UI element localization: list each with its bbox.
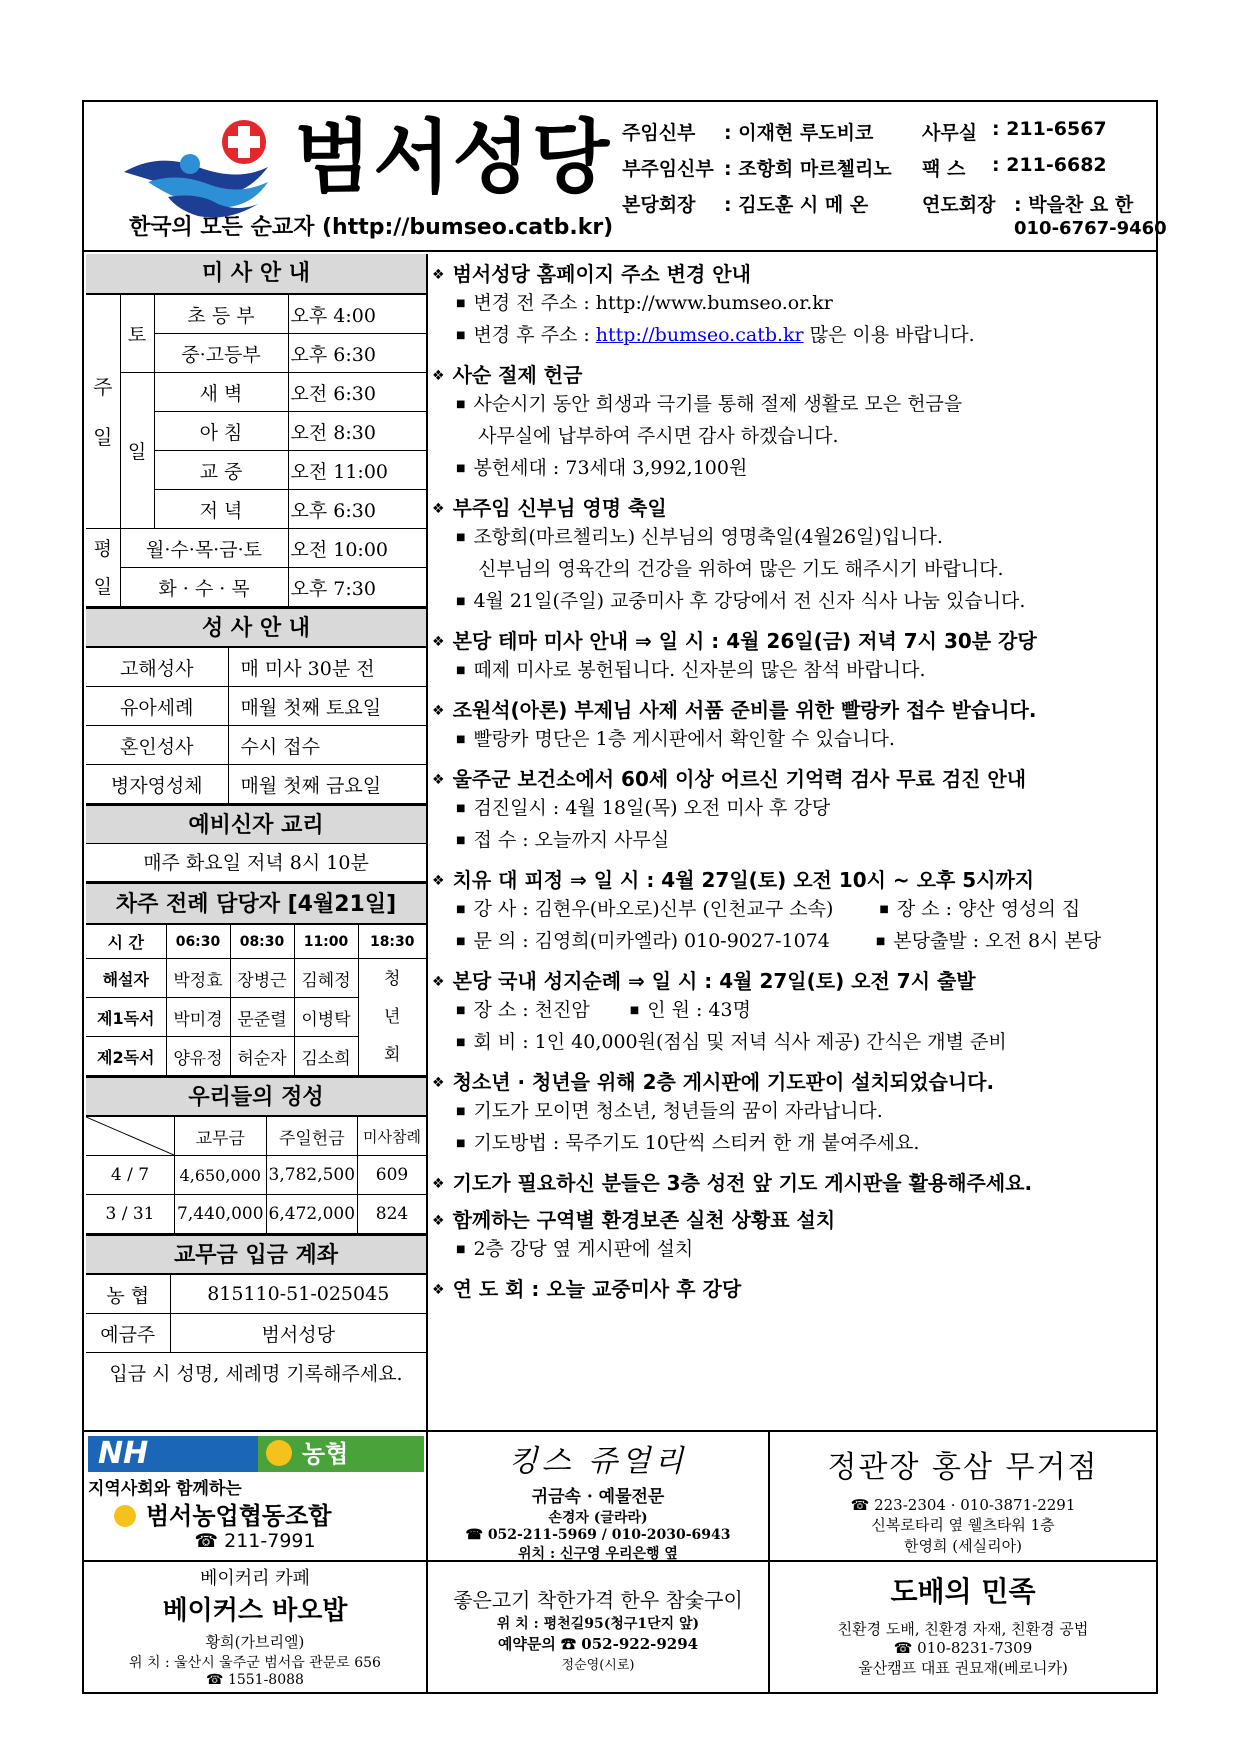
notice-line <box>432 287 1152 319</box>
notice-title-text: 범서성당 홈페이지 주소 변경 안내 <box>452 262 751 286</box>
holder-label: 예금주 <box>86 1314 170 1353</box>
notice-line-text: 본당출발 : 오전 8시 본당 <box>893 930 1102 952</box>
bulletin-frame <box>82 100 1167 1694</box>
role-label: 해설자 <box>86 959 166 998</box>
phone-icon: ☎ <box>893 1639 918 1657</box>
bakery-sub: 베이커리 카페 <box>199 1568 311 1589</box>
offering-header: 주일헌금 <box>266 1117 358 1156</box>
council-head-value: : 김도훈 시 메 온 <box>724 194 869 216</box>
notices-column <box>432 256 1152 1426</box>
notice-line-text: 접 수 : 오늘까지 사무실 <box>473 829 670 851</box>
notice-line-text: 기도방법 : 묵주기도 10단씩 스티커 한 개 붙여주세요. <box>473 1132 920 1154</box>
diamond-bullet-icon: ❖ <box>432 1075 445 1091</box>
notice-title <box>432 258 1152 287</box>
mass-name: 아 침 <box>154 412 288 451</box>
notice-title <box>432 625 1152 654</box>
diamond-bullet-icon: ❖ <box>432 1176 445 1192</box>
offering-date: 4 / 7 <box>86 1156 175 1195</box>
wallpaper-name: 도배의 민족 <box>890 1575 1036 1608</box>
offering-date: 3 / 31 <box>86 1195 175 1234</box>
notice-line-text: 봉헌세대 : 73세대 3,992,100원 <box>473 457 748 479</box>
notice-line <box>432 1095 1152 1127</box>
diamond-bullet-icon: ❖ <box>432 634 445 650</box>
phone-icon: ☎ <box>465 1527 488 1543</box>
square-bullet-icon: ■ <box>456 596 466 607</box>
minister-name: 장병근 <box>230 959 294 998</box>
beef-phone: 예약문의 ☎ 052-922-9294 <box>497 1635 699 1653</box>
sacrament-name: 병자영성체 <box>86 765 228 804</box>
notice-line-text: 기도가 모이면 청소년, 청년들의 꿈이 자라납니다. <box>473 1100 883 1122</box>
sacrament-name: 혼인성사 <box>86 726 228 765</box>
square-bullet-icon: ■ <box>879 904 889 915</box>
office-label: 사무실 <box>922 122 978 144</box>
time-slot: 08:30 <box>230 925 294 959</box>
ads-section <box>84 1430 1156 1692</box>
square-bullet-icon: ■ <box>456 1138 466 1149</box>
offering-value: 6,472,000 <box>266 1195 358 1234</box>
square-bullet-icon: ■ <box>456 532 466 543</box>
offering-title: 우리들의 정성 <box>86 1076 426 1116</box>
mass-time: 오후 4:00 <box>288 295 426 334</box>
wallpaper-owner: 울산캠프 대표 권묘재(베로니카) <box>858 1659 1068 1677</box>
nh-tagline: 지역사회와 함께하는 <box>88 1479 242 1499</box>
notice-title-text: 본당 테마 미사 안내 ⇒ 일 시 : 4월 26일(금) 저녁 7시 30분 강당 <box>452 629 1037 653</box>
sacrament-name: 고해성사 <box>86 648 228 687</box>
notice-title-text: 청소년 · 청년을 위해 2층 게시판에 기도판이 설치되었습니다. <box>452 1070 995 1094</box>
account-holder: 범서성당 <box>170 1314 426 1353</box>
sacrament-value: 수시 접수 <box>228 726 426 765</box>
pastor-value: : 이재현 루도비코 <box>724 122 874 144</box>
mass-time: 오후 6:30 <box>288 490 426 529</box>
notice-line <box>432 553 1152 585</box>
ginseng-owner: 한영희 (세실리아) <box>904 1537 1022 1555</box>
square-bullet-icon: ■ <box>875 936 886 947</box>
nh-logo: NH <box>98 1436 149 1471</box>
notice-line-text: 변경 전 주소 : http://www.bumseo.or.kr <box>473 292 833 314</box>
notice-line-text: 신부님의 영육간의 건강을 위하여 많은 기도 해주시기 바랍니다. <box>478 558 1004 580</box>
notice-line <box>432 1233 1152 1265</box>
mass-time: 오후 7:30 <box>288 568 426 607</box>
square-bullet-icon: ■ <box>456 803 466 814</box>
minister-name: 박정효 <box>166 959 230 998</box>
time-slot: 18:30 <box>358 925 426 959</box>
bank-label: 농 협 <box>86 1275 170 1314</box>
offering-value: 3,782,500 <box>266 1156 358 1195</box>
mass-time: 오전 10:00 <box>288 529 426 568</box>
mass-time: 오후 6:30 <box>288 334 426 373</box>
diamond-bullet-icon: ❖ <box>432 267 445 283</box>
diamond-bullet-icon: ❖ <box>432 772 445 788</box>
notice-title-text: 부주임 신부님 영명 축일 <box>452 496 667 520</box>
assistant-pastor-label: 부주임신부 <box>622 158 714 180</box>
notice-line <box>432 654 1152 686</box>
offering-value: 4,650,000 <box>175 1156 267 1195</box>
notice-line-text: 4월 21일(주일) 교중미사 후 강당에서 전 신자 식사 나눔 있습니다. <box>473 590 1026 612</box>
notice-line-text: 2층 강당 옆 게시판에 설치 <box>473 1238 694 1260</box>
bakery-owner: 황희(가브리엘) <box>205 1633 305 1651</box>
nh-banner <box>88 1436 424 1472</box>
phone-icon: ☎ <box>194 1530 225 1552</box>
notice-line-text: 많은 이용 바랍니다. <box>803 324 975 346</box>
jewelry-owner: 손경자 (글라라) <box>548 1510 648 1526</box>
notice-title <box>432 763 1152 792</box>
notice-line <box>432 824 1152 856</box>
jewelry-name: 킹스 쥬얼리 <box>508 1444 688 1479</box>
role-label: 제1독서 <box>86 998 166 1037</box>
yeondo-label: 연도회장 <box>922 194 996 216</box>
jewelry-location: 위치 : 신구영 우리은행 옆 <box>518 1546 678 1562</box>
square-bullet-icon: ■ <box>456 1037 466 1048</box>
nh-logo-text: 농협 <box>302 1440 349 1468</box>
mass-name: 월·수·목·금·토 <box>120 529 288 568</box>
fax-value: : 211-6682 <box>992 154 1107 176</box>
pastor-label: 주임신부 <box>622 122 696 144</box>
nh-seal-small-icon <box>114 1505 136 1527</box>
square-bullet-icon: ■ <box>456 330 466 341</box>
offering-value: 7,440,000 <box>175 1195 267 1234</box>
square-bullet-icon: ■ <box>456 1005 466 1016</box>
notice-title-text: 연 도 회 : 오늘 교중미사 후 강당 <box>452 1277 742 1301</box>
square-bullet-icon: ■ <box>456 665 466 676</box>
phone-icon: ☎ <box>206 1672 228 1688</box>
wallpaper-phone: 010-8231-7309 <box>917 1639 1033 1657</box>
notice-line <box>432 994 1152 1026</box>
notice-line <box>432 1026 1152 1058</box>
sunday-label: 주일 <box>86 295 120 529</box>
notice-line-text: 조항희(마르첼리노) 신부님의 영명축일(4월26일)입니다. <box>473 526 943 548</box>
mass-time: 오전 11:00 <box>288 451 426 490</box>
notice-title-text: 조원석(아론) 부제님 사제 서품 준비를 위한 빨랑카 접수 받습니다. <box>452 698 1037 722</box>
mass-name: 교 중 <box>154 451 288 490</box>
square-bullet-icon: ■ <box>456 399 466 410</box>
sacrament-value: 매월 첫째 금요일 <box>228 765 426 804</box>
sacrament-value: 매월 첫째 토요일 <box>228 687 426 726</box>
offering-header: 교무금 <box>175 1117 267 1156</box>
notice-line <box>432 723 1152 755</box>
weekday-label: 평일 <box>86 529 120 607</box>
square-bullet-icon: ■ <box>456 463 466 474</box>
beef-location: 위 치 : 평천길95(청구1단지 앞) <box>496 1616 700 1632</box>
phone-icon: ☎ <box>850 1496 875 1514</box>
square-bullet-icon: ■ <box>456 298 466 309</box>
ad-ginseng <box>770 1432 1156 1562</box>
diamond-bullet-icon: ❖ <box>432 501 445 517</box>
diamond-bullet-icon: ❖ <box>432 368 445 384</box>
notice-title-text: 기도가 필요하신 분들은 3층 성전 앞 기도 게시판을 활용해주세요. <box>452 1171 1033 1195</box>
square-bullet-icon: ■ <box>629 1005 640 1016</box>
notice-title-text: 치유 대 피정 ⇒ 일 시 : 4월 27일(토) 오전 10시 ~ 오후 5시까지 <box>452 868 1035 892</box>
beef-owner: 정순영(시로) <box>561 1658 635 1673</box>
diamond-bullet-icon: ❖ <box>432 974 445 990</box>
notice-line <box>432 585 1152 617</box>
sacrament-title: 성 사 안 내 <box>86 607 426 647</box>
mass-name: 저 녁 <box>154 490 288 529</box>
minister-name: 양유정 <box>166 1037 230 1076</box>
notice-line-text: 빨랑카 명단은 1층 게시판에서 확인할 수 있습니다. <box>473 728 895 750</box>
bakery-name: 베이커스 바오밥 <box>162 1596 348 1626</box>
notice-title <box>432 1167 1152 1196</box>
square-bullet-icon: ■ <box>456 904 466 915</box>
notice-title-text: 울주군 보건소에서 60세 이상 어르신 기억력 검사 무료 검진 안내 <box>452 767 1027 791</box>
diamond-bullet-icon: ❖ <box>432 1213 445 1229</box>
notice-line-text: 떼제 미사로 봉헌됩니다. 신자분의 많은 참석 바랍니다. <box>473 659 926 681</box>
diamond-bullet-icon: ❖ <box>432 1282 445 1298</box>
notice-line-text: 사순시기 동안 희생과 극기를 통해 절제 생활로 모은 헌금을 <box>473 393 963 415</box>
notice-title-text: 사순 절제 헌금 <box>452 363 583 387</box>
notice-line-text: 변경 후 주소 : <box>473 324 596 346</box>
notice-line <box>432 452 1152 484</box>
notice-line <box>432 925 1152 957</box>
notice-line-text: 문 의 : 김영희(미카엘라) 010-9027-1074 <box>473 930 830 952</box>
notice-line <box>432 521 1152 553</box>
notice-title <box>432 1204 1152 1233</box>
time-label: 시 간 <box>86 925 166 959</box>
notice-line-text: 강 사 : 김현우(바오로)신부 (인천교구 소속) <box>473 898 834 920</box>
notice-line-text: 사무실에 납부하여 주시면 감사 하겠습니다. <box>478 425 839 447</box>
notice-title <box>432 359 1152 388</box>
jewelry-sub: 귀금속 · 예물전문 <box>531 1487 665 1507</box>
notice-title <box>432 1273 1152 1302</box>
notice-line-text: 회 비 : 1인 40,000원(점심 및 저녁 식사 제공) 간식은 개별 준비 <box>473 1031 1007 1053</box>
notice-line <box>432 792 1152 824</box>
account-table <box>86 1274 426 1392</box>
mass-name: 화 · 수 · 목 <box>120 568 288 607</box>
ginseng-name: 정관장 홍삼 무거점 <box>827 1450 1099 1485</box>
ginseng-phone: 223-2304 · 010-3871-2291 <box>874 1496 1076 1514</box>
wallpaper-sub: 친환경 도배, 친환경 자재, 친환경 공법 <box>837 1620 1089 1638</box>
minister-name: 이병탁 <box>294 998 358 1037</box>
deposit-note: 입금 시 성명, 세례명 기록해주세요. <box>86 1353 426 1392</box>
bakery-location: 위 치 : 울산시 울주군 범서읍 관문로 656 <box>129 1655 381 1671</box>
mass-time: 오전 6:30 <box>288 373 426 412</box>
notice-title <box>432 965 1152 994</box>
notice-title <box>432 1066 1152 1095</box>
saturday-label: 토 <box>120 295 154 373</box>
sacrament-value: 매 미사 30분 전 <box>228 648 426 687</box>
minister-name: 허순자 <box>230 1037 294 1076</box>
square-bullet-icon: ■ <box>456 835 466 846</box>
role-label: 제2독서 <box>86 1037 166 1076</box>
parish-title: 범서성당 <box>294 111 612 204</box>
beef-name: 좋은고기 착한가격 한우 참숯구이 <box>453 1588 743 1612</box>
fax-label: 팩 스 <box>922 158 966 180</box>
nh-name: 범서농업협동조합 <box>146 1502 332 1530</box>
notice-line <box>432 1127 1152 1159</box>
minister-name: 박미경 <box>166 998 230 1037</box>
ad-jewelry <box>428 1432 770 1562</box>
square-bullet-icon: ■ <box>456 936 466 947</box>
liturgy-title: 차주 전례 담당자 [4월21일] <box>86 882 426 924</box>
homepage-link[interactable]: http://bumseo.catb.kr <box>595 324 804 346</box>
diamond-bullet-icon: ❖ <box>432 873 445 889</box>
bakery-phone: 1551-8088 <box>227 1672 304 1688</box>
mass-name: 초 등 부 <box>154 295 288 334</box>
yeondo-phone: 010-6767-9460 <box>1014 218 1167 239</box>
nh-phone: 211-7991 <box>224 1530 316 1552</box>
square-bullet-icon: ■ <box>456 734 466 745</box>
mass-name: 중·고등부 <box>154 334 288 373</box>
catechumen-title: 예비신자 교리 <box>86 804 426 844</box>
time-slot: 06:30 <box>166 925 230 959</box>
ad-nh <box>84 1432 428 1562</box>
time-slot: 11:00 <box>294 925 358 959</box>
left-column <box>86 254 428 1430</box>
offering-value: 609 <box>358 1156 426 1195</box>
yeondo-value: : 박을찬 요 한 <box>1014 194 1134 216</box>
liturgy-table <box>86 924 426 1076</box>
notice-line <box>432 319 1152 351</box>
square-bullet-icon: ■ <box>456 1106 466 1117</box>
sunday-day-label: 일 <box>120 373 154 529</box>
ad-beef <box>428 1562 770 1692</box>
ginseng-address: 신복로타리 옆 웰츠타워 1층 <box>871 1516 1055 1534</box>
mass-name: 새 벽 <box>154 373 288 412</box>
offering-header: 미사참례 <box>358 1117 426 1156</box>
notice-line <box>432 420 1152 452</box>
diamond-bullet-icon: ❖ <box>432 703 445 719</box>
ad-wallpaper <box>770 1562 1156 1692</box>
nh-seal-icon <box>266 1440 292 1466</box>
minister-name: 김혜정 <box>294 959 358 998</box>
notice-title-text: 본당 국내 성지순례 ⇒ 일 시 : 4월 27일(토) 오전 7시 출발 <box>452 969 976 993</box>
office-value: : 211-6567 <box>992 118 1107 140</box>
diagonal-line-icon <box>86 1117 174 1155</box>
notice-line-text: 인 원 : 43명 <box>647 999 751 1021</box>
minister-name: 김소희 <box>294 1037 358 1076</box>
minister-name: 문준렬 <box>230 998 294 1037</box>
square-bullet-icon: ■ <box>456 1244 466 1255</box>
notice-line-text: 장 소 : 양산 영성의 집 <box>896 898 1081 920</box>
header <box>84 102 1167 252</box>
notice-title <box>432 492 1152 521</box>
notice-line-text: 장 소 : 천진암 <box>473 999 590 1021</box>
offering-table <box>86 1116 426 1234</box>
council-head-label: 본당회장 <box>622 194 696 216</box>
account-title: 교무금 입금 계좌 <box>86 1234 426 1274</box>
jewelry-phone: 052-211-5969 / 010-2030-6943 <box>487 1527 731 1543</box>
catechumen-time: 매주 화요일 저녁 8시 10분 <box>86 844 426 882</box>
bank-account-number: 815110-51-025045 <box>170 1275 426 1314</box>
offering-value: 824 <box>358 1195 426 1234</box>
mass-time: 오전 8:30 <box>288 412 426 451</box>
tagline: 한국의 모든 순교자 (http://bumseo.catb.kr) <box>129 215 614 240</box>
notice-title-text: 함께하는 구역별 환경보존 실천 상황표 설치 <box>452 1208 836 1232</box>
notice-line-text: 검진일시 : 4월 18일(목) 오전 미사 후 강당 <box>473 797 831 819</box>
assistant-pastor-value: : 조항희 마르첼리노 <box>724 158 892 180</box>
youth-group: 청 년 회 <box>358 959 426 1076</box>
notice-title <box>432 694 1152 723</box>
sacrament-table <box>86 647 426 804</box>
ad-bakery <box>84 1562 428 1692</box>
notice-line <box>432 893 1152 925</box>
mass-title: 미 사 안 내 <box>86 254 426 294</box>
notice-title <box>432 864 1152 893</box>
notice-line <box>432 388 1152 420</box>
sacrament-name: 유아세례 <box>86 687 228 726</box>
diagonal-cell <box>86 1117 175 1156</box>
mass-table <box>86 294 426 607</box>
